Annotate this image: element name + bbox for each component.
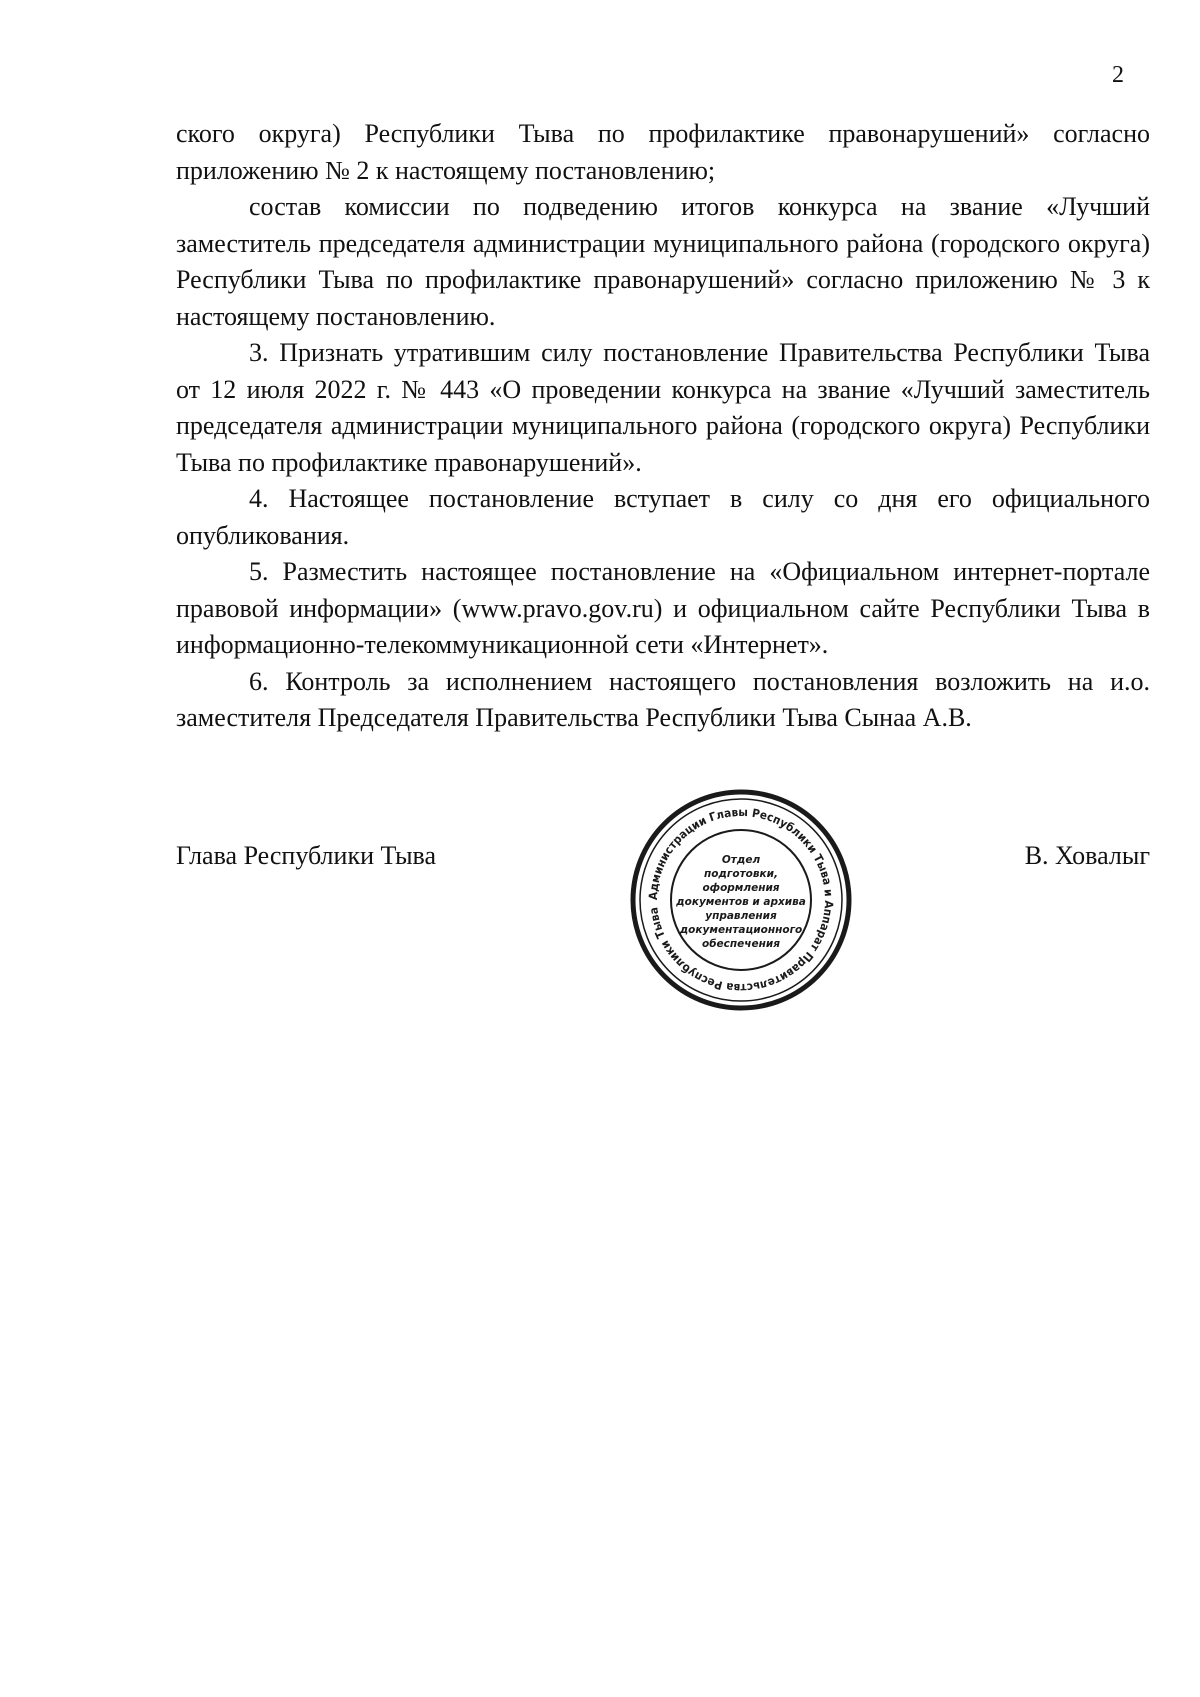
paragraph-item-6: 6. Контроль за исполнением настоящего постановления возложить на и.о. заместителя Председателя Правительства Республики Тыва Сынаа А.В. [176, 666, 1150, 732]
seal-line: оформления [702, 882, 780, 894]
document-body [176, 116, 1150, 737]
paragraph-item-3: 3. Признать утратившим силу постановление Правительства Республики Тыва от 12 июля 2022 г. № 443 «О проведении конкурса на звание «Лучший заместитель председателя администрации муниципального района (городского округа) Республики Тыва по профилактике правонарушений». [176, 338, 1150, 477]
seal-line: обеспечения [702, 938, 780, 950]
page-number: 2 [1112, 62, 1124, 88]
seal-line: подготовки, [703, 868, 779, 880]
paragraph-item-5: 5. Разместить настоящее постановление на «Официальном интернет-портале правовой информации» (www.pravo.gov.ru) и официальном сайте Республики Тыва в информационно-телекоммуникационной сети «Интернет». [176, 557, 1150, 659]
seal-graphic [626, 785, 856, 1015]
signer-title: Глава Республики Тыва [176, 841, 437, 870]
seal-line: документов и архива [676, 896, 806, 908]
official-seal-stamp [626, 785, 856, 1015]
paragraph-item-4: 4. Настоящее постановление вступает в силу со дня его официального опубликования. [176, 484, 1150, 550]
seal-ring-textpath: Администрации Главы Республики Тыва и Аппарат Правительства Республики Тыва [645, 804, 837, 996]
seal-line: документационного [679, 924, 803, 936]
seal-line: управления [705, 910, 777, 922]
signer-name: В. Ховалыг [1024, 841, 1150, 870]
seal-center-text [675, 854, 806, 950]
paragraph-commission-composition: состав комиссии по подведению итогов конкурса на звание «Лучший заместитель председателя администрации муниципального района (городского округа) Республики Тыва по профилактике правонарушений» согласно приложению № 3 к настоящему постановлению. [176, 192, 1150, 331]
paragraph-continuation: ского округа) Республики Тыва по профилактике правонарушений» согласно приложению № 2 к настоящему постановлению; [176, 119, 1150, 185]
seal-line: Отдел [721, 854, 761, 866]
